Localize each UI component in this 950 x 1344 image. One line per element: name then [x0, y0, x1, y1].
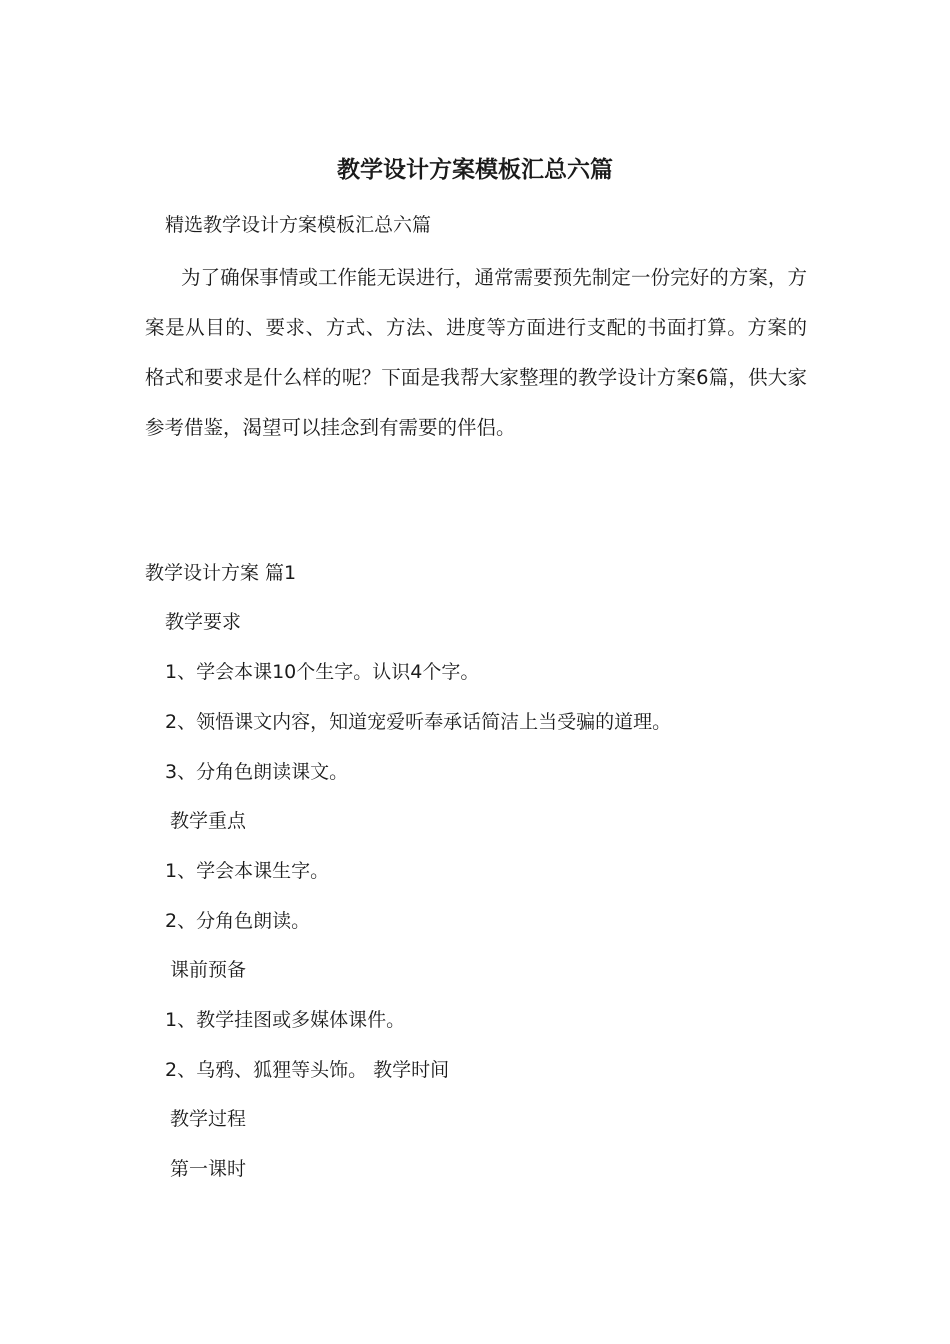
prep-item: 1、教学挂图或多媒体课件。 [165, 1009, 406, 1031]
focus-item: 2、分角色朗读。 [165, 910, 311, 932]
document-subtitle: 精选教学设计方案模板汇总六篇 [165, 214, 432, 236]
prep-heading: 课前预备 [170, 959, 247, 981]
requirement-item: 1、学会本课10个生字。认识4个字。 [165, 661, 480, 683]
section-heading: 教学设计方案 篇1 [145, 562, 297, 584]
focus-item: 1、学会本课生字。 [165, 860, 330, 882]
requirement-item: 3、分角色朗读课文。 [165, 761, 349, 783]
requirement-item: 2、领悟课文内容，知道宠爱听奉承话简洁上当受骗的道理。 [165, 711, 672, 733]
process-heading: 教学过程 [170, 1108, 247, 1130]
prep-item: 2、乌鸦、狐狸等头饰。 教学时间 [165, 1059, 450, 1081]
lesson-heading: 第一课时 [170, 1158, 247, 1180]
document-title: 教学设计方案模板汇总六篇 [337, 157, 613, 183]
focus-heading: 教学重点 [170, 810, 247, 832]
intro-paragraph: 为了确保事情或工作能无误进行，通常需要预先制定一份完好的方案，方案是从目的、要求、方式、方法、进度等方面进行支配的书面打算。方案的格式和要求是什么样的呢？下面是我帮大家整理的教学设计方案6篇，供大家参考借鉴，渴望可以挂念到有需要的伴侣。 [145, 266, 807, 439]
requirements-heading: 教学要求 [165, 611, 242, 633]
